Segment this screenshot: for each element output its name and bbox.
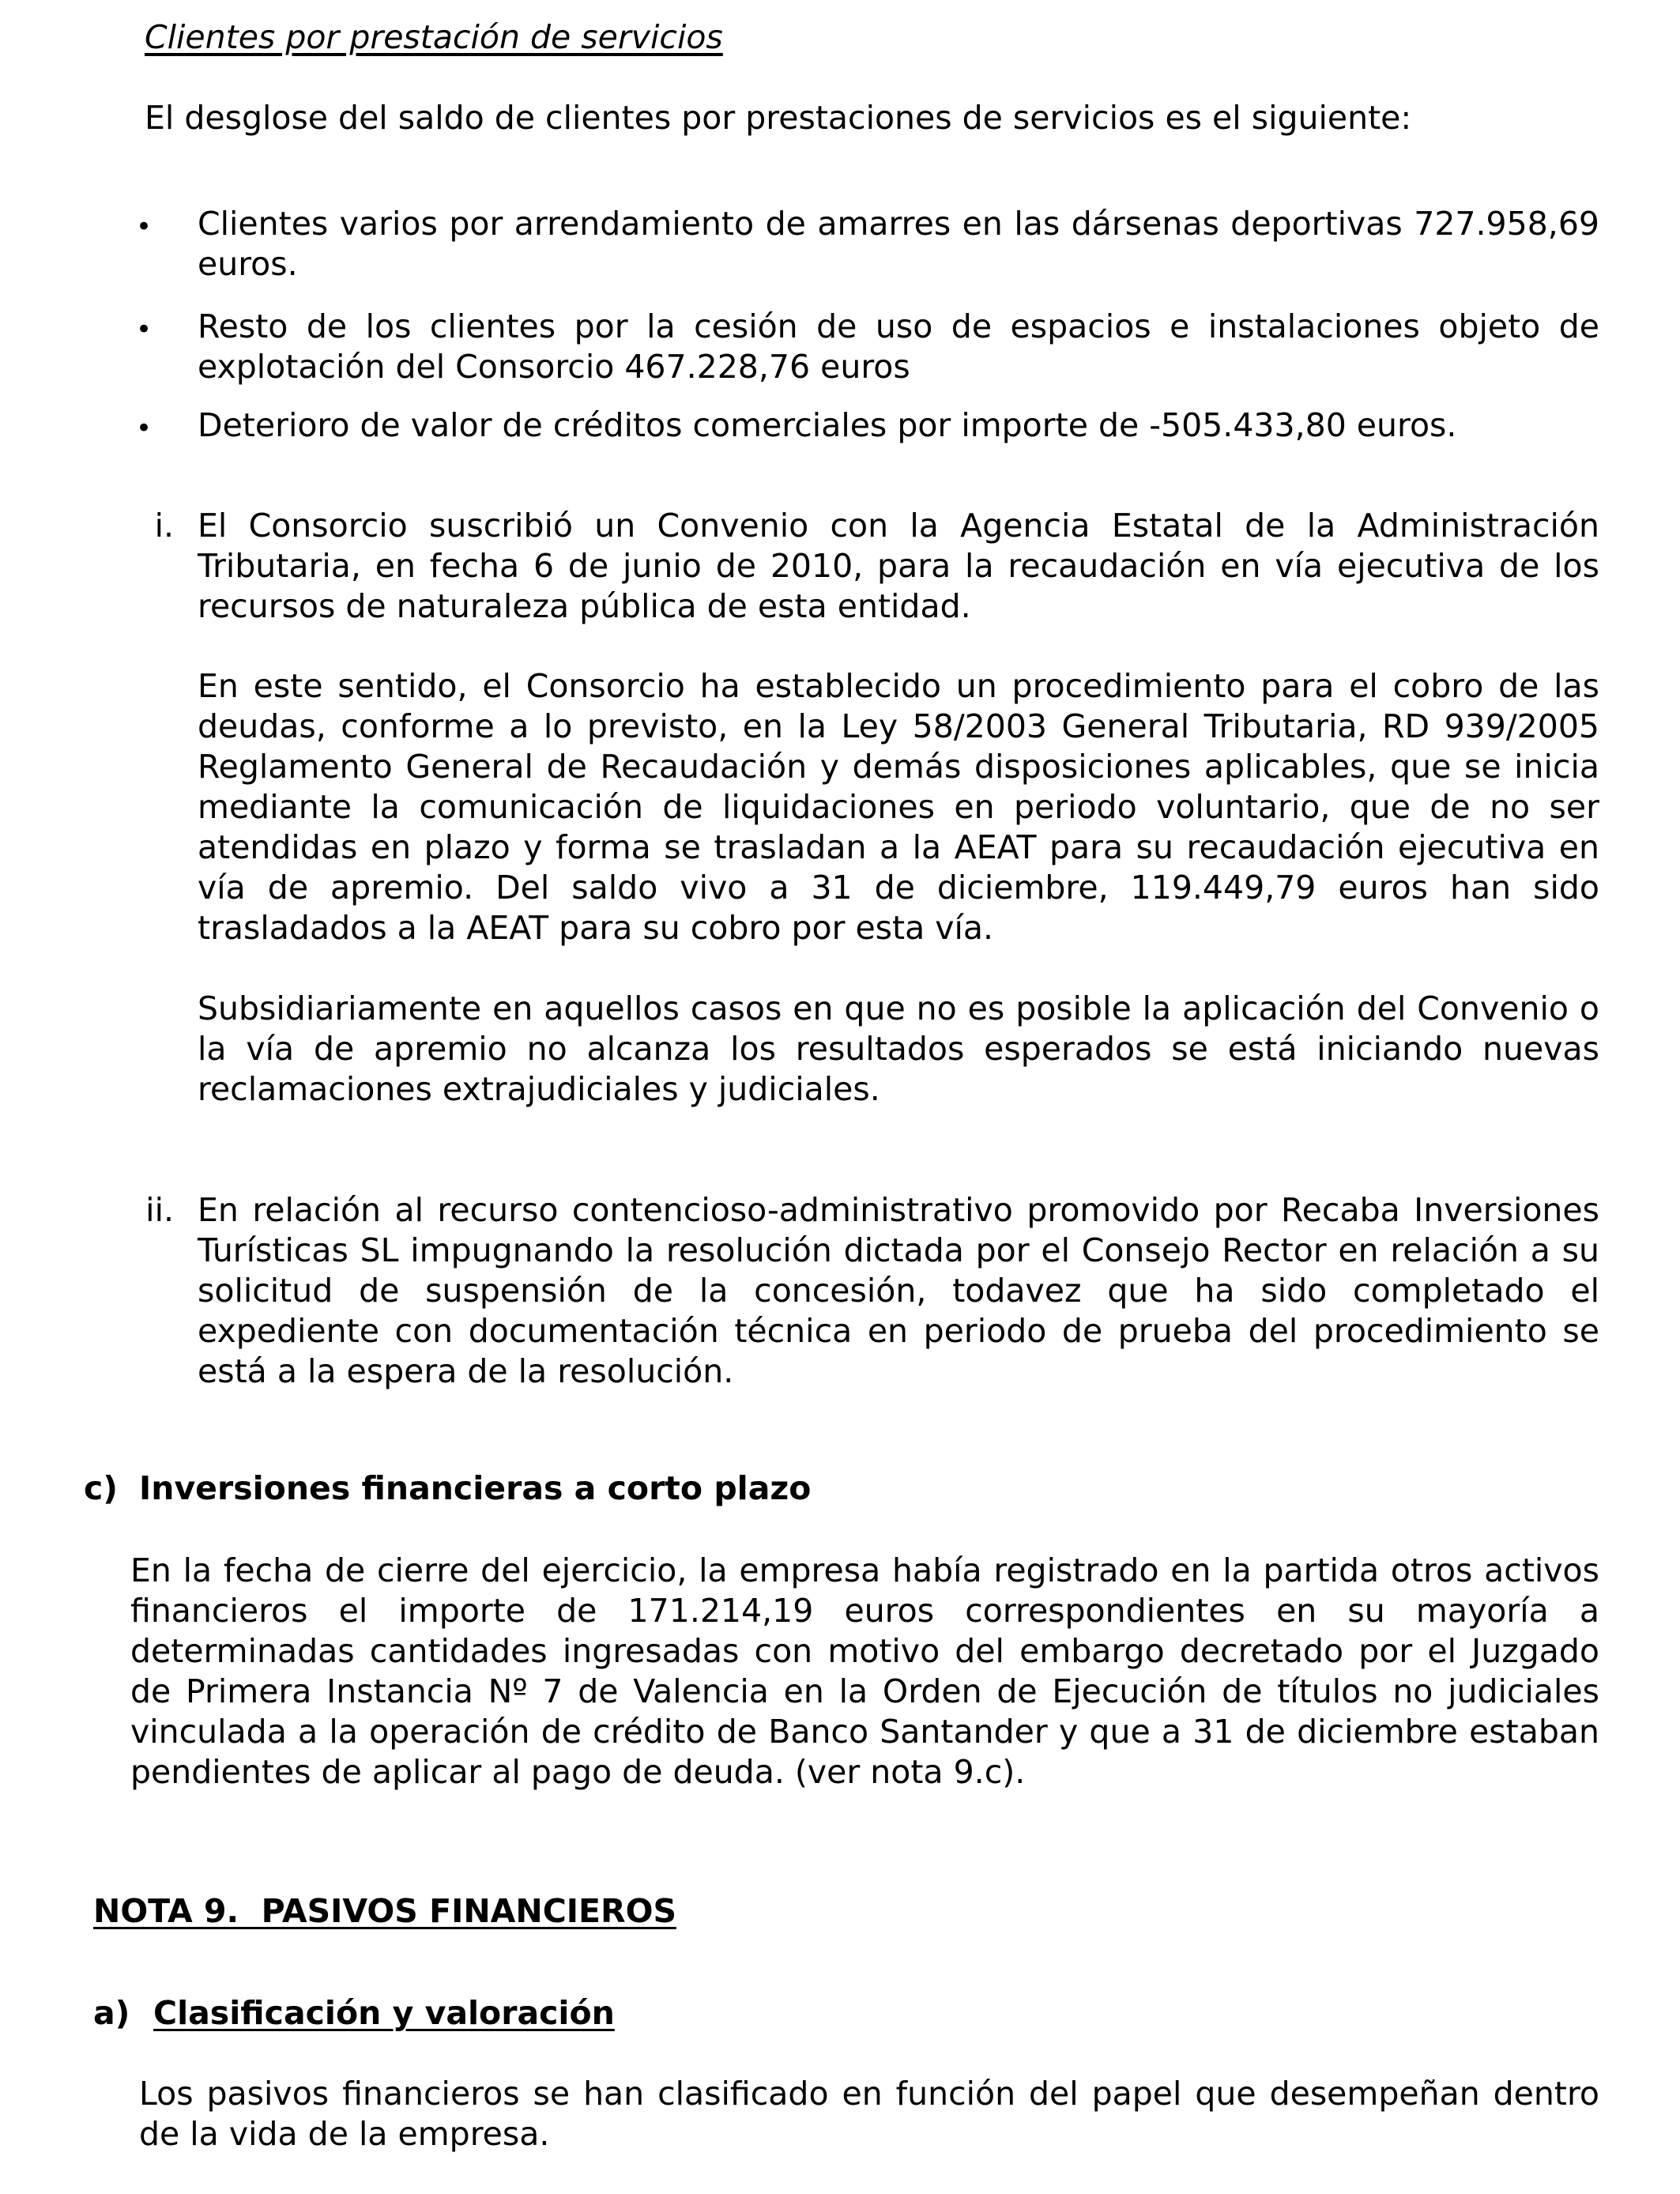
bullet-icon: • xyxy=(136,314,153,345)
section-a-paragraph: Los pasivos financieros se han clasificado en función del papel que desempeñan dentro de la vida de la empresa. xyxy=(139,2075,1599,2153)
section-a-title: Clasificación y valoración xyxy=(153,1994,615,2032)
bullet-item: Deterioro de valor de créditos comerciales por importe de -505.433,80 euros. xyxy=(198,406,1457,444)
item-i-paragraph-2: En este sentido, el Consorcio ha establecido un procedimiento para el cobro de las deudas, conforme a lo previsto, en la Ley 58/2003 General Tributaria, RD 939/2005 Reglamento General de Recaudación y demás disposiciones aplicables, que se inicia mediante la comunicación de liquidaciones en periodo voluntario, que de no ser atendidas en plazo y forma se trasladan a la AEAT para su recaudación ejecutiva en vía de apremio. Del saldo vivo a 31 de diciembre, 119.449,79 euros han sido trasladados a la AEAT para su cobro por esta vía. xyxy=(198,667,1599,947)
item-i-paragraph-1: El Consorcio suscribió un Convenio con la Agencia Estatal de la Administración Tributaria, en fecha 6 de junio de 2010, para la recaudación en vía ejecutiva de los recursos de naturaleza pública de esta entidad. xyxy=(198,507,1599,625)
section-c-paragraph: En la fecha de cierre del ejercicio, la empresa había registrado en la partida otros activos financieros el importe de 171.214,19 euros correspondientes en su mayoría a determinadas cantidades ingresadas con motivo del embargo decretado por el Juzgado de Primera Instancia Nº 7 de Valencia en la Orden de Ejecución de títulos no judiciales vinculada a la operación de crédito de Banco Santander y que a 31 de diciembre estaban pendientes de aplicar al pago de deuda. (ver nota 9.c). xyxy=(130,1551,1599,1791)
section-a-marker: a) xyxy=(93,1994,130,2032)
bullet-icon: • xyxy=(136,413,153,444)
section-c-marker: c) xyxy=(84,1469,119,1507)
item-i-marker: i. xyxy=(154,507,174,545)
item-ii-paragraph: En relación al recurso contencioso-administrativo promovido por Recaba Inversiones Turísticas SL impugnando la resolución dictada por el Consejo Rector en relación a su solicitud de suspensión de la concesión, todavez que ha sido completado el expediente con documentación técnica en periodo de prueba del procedimiento se está a la espera de la resolución. xyxy=(198,1191,1599,1390)
bullet-item: Resto de los clientes por la cesión de uso de espacios e instalaciones objeto de explotación del Consorcio 467.228,76 euros xyxy=(198,307,1599,386)
intro-paragraph: El desglose del saldo de clientes por prestaciones de servicios es el siguiente: xyxy=(145,99,1412,137)
item-i-paragraph-3: Subsidiariamente en aquellos casos en que no es posible la aplicación del Convenio o la vía de apremio no alcanza los resultados esperados se está iniciando nuevas reclamaciones extrajudiciales y judiciales. xyxy=(198,990,1599,1108)
item-ii-marker: ii. xyxy=(145,1191,174,1229)
section-c-title: Inversiones financieras a corto plazo xyxy=(139,1469,812,1507)
bullet-item: Clientes varios por arrendamiento de amarres en las dársenas deportivas 727.958,69 euros. xyxy=(198,205,1599,283)
bullet-icon: • xyxy=(136,211,153,243)
section-title: Clientes por prestación de servicios xyxy=(145,18,723,56)
nota-9-heading: NOTA 9. PASIVOS FINANCIEROS xyxy=(93,1892,676,1930)
